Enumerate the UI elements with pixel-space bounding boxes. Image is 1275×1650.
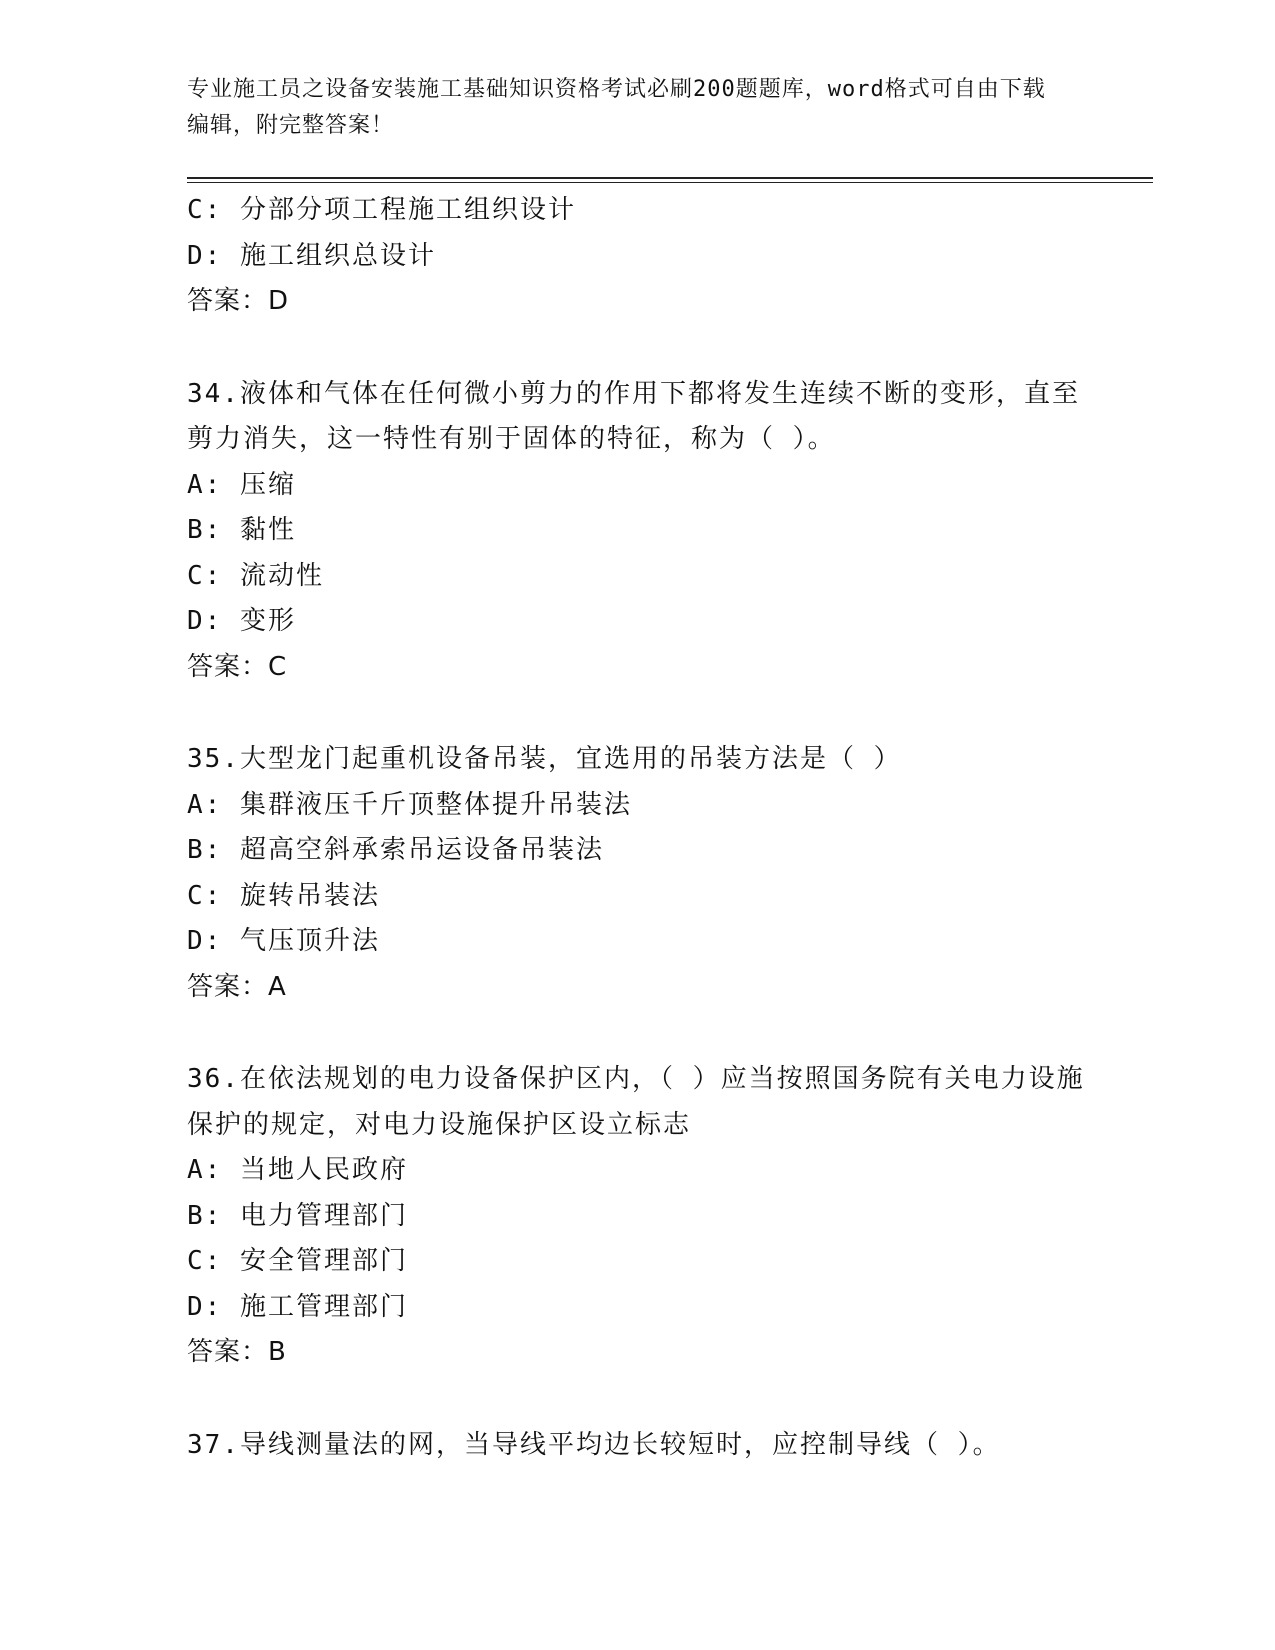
spacer [187,1376,1087,1423]
question-34-option-a: A: 压缩 [187,469,296,500]
question-36 [187,1057,1087,1376]
prev-answer: 答案：D [187,286,290,316]
question-list [187,188,1087,1468]
question-34-option-c: C: 流动性 [187,560,324,591]
question-34-option-b: B: 黏性 [187,515,296,545]
document-header: 专业施工员之设备安装施工基础知识资格考试必刷200题题库，word格式可自由下载编辑，附完整答案！ [187,77,1046,138]
prev-option-c: C: 分部分项工程施工组织设计 [187,195,576,225]
header-rule-thin [187,182,1153,183]
question-35 [187,737,1087,1010]
question-34-option-d: D: 变形 [187,606,296,636]
question-34-text: 34.液体和气体在任何微小剪力的作用下都将发生连续不断的变形，直至剪力消失，这一特性有别于固体的特征，称为（ ）。 [187,378,1080,454]
question-35-option-c: C: 旋转吊装法 [187,880,380,911]
spacer [187,1010,1087,1057]
question-37 [187,1423,1087,1469]
question-34-answer: 答案：C [187,651,288,682]
question-37-text: 37.导线测量法的网，当导线平均边长较短时，应控制导线（ ）。 [187,1429,1001,1460]
question-36-option-a: A: 当地人民政府 [187,1155,408,1185]
question-35-option-a: A: 集群液压千斤顶整体提升吊装法 [187,789,632,820]
prev-option-d: D: 施工组织总设计 [187,240,436,271]
question-36-answer: 答案：B [187,1337,287,1367]
question-36-option-c: C: 安全管理部门 [187,1246,408,1276]
question-35-answer: 答案：A [187,971,287,1002]
question-35-text: 35.大型龙门起重机设备吊装，宜选用的吊装方法是（ ） [187,744,902,774]
question-36-option-d: D: 施工管理部门 [187,1291,408,1322]
header-rule-thick [187,177,1153,179]
spacer [187,690,1087,737]
question-36-option-b: B: 电力管理部门 [187,1200,408,1231]
question-35-option-b: B: 超高空斜承索吊运设备吊装法 [187,835,604,865]
question-35-option-d: D: 气压顶升法 [187,926,380,956]
spacer [187,325,1087,372]
question-36-text: 36.在依法规划的电力设备保护区内，（ ）应当按照国务院有关电力设施保护的规定，对电力设施保护区设立标志 [187,1064,1085,1140]
question-34 [187,372,1087,691]
